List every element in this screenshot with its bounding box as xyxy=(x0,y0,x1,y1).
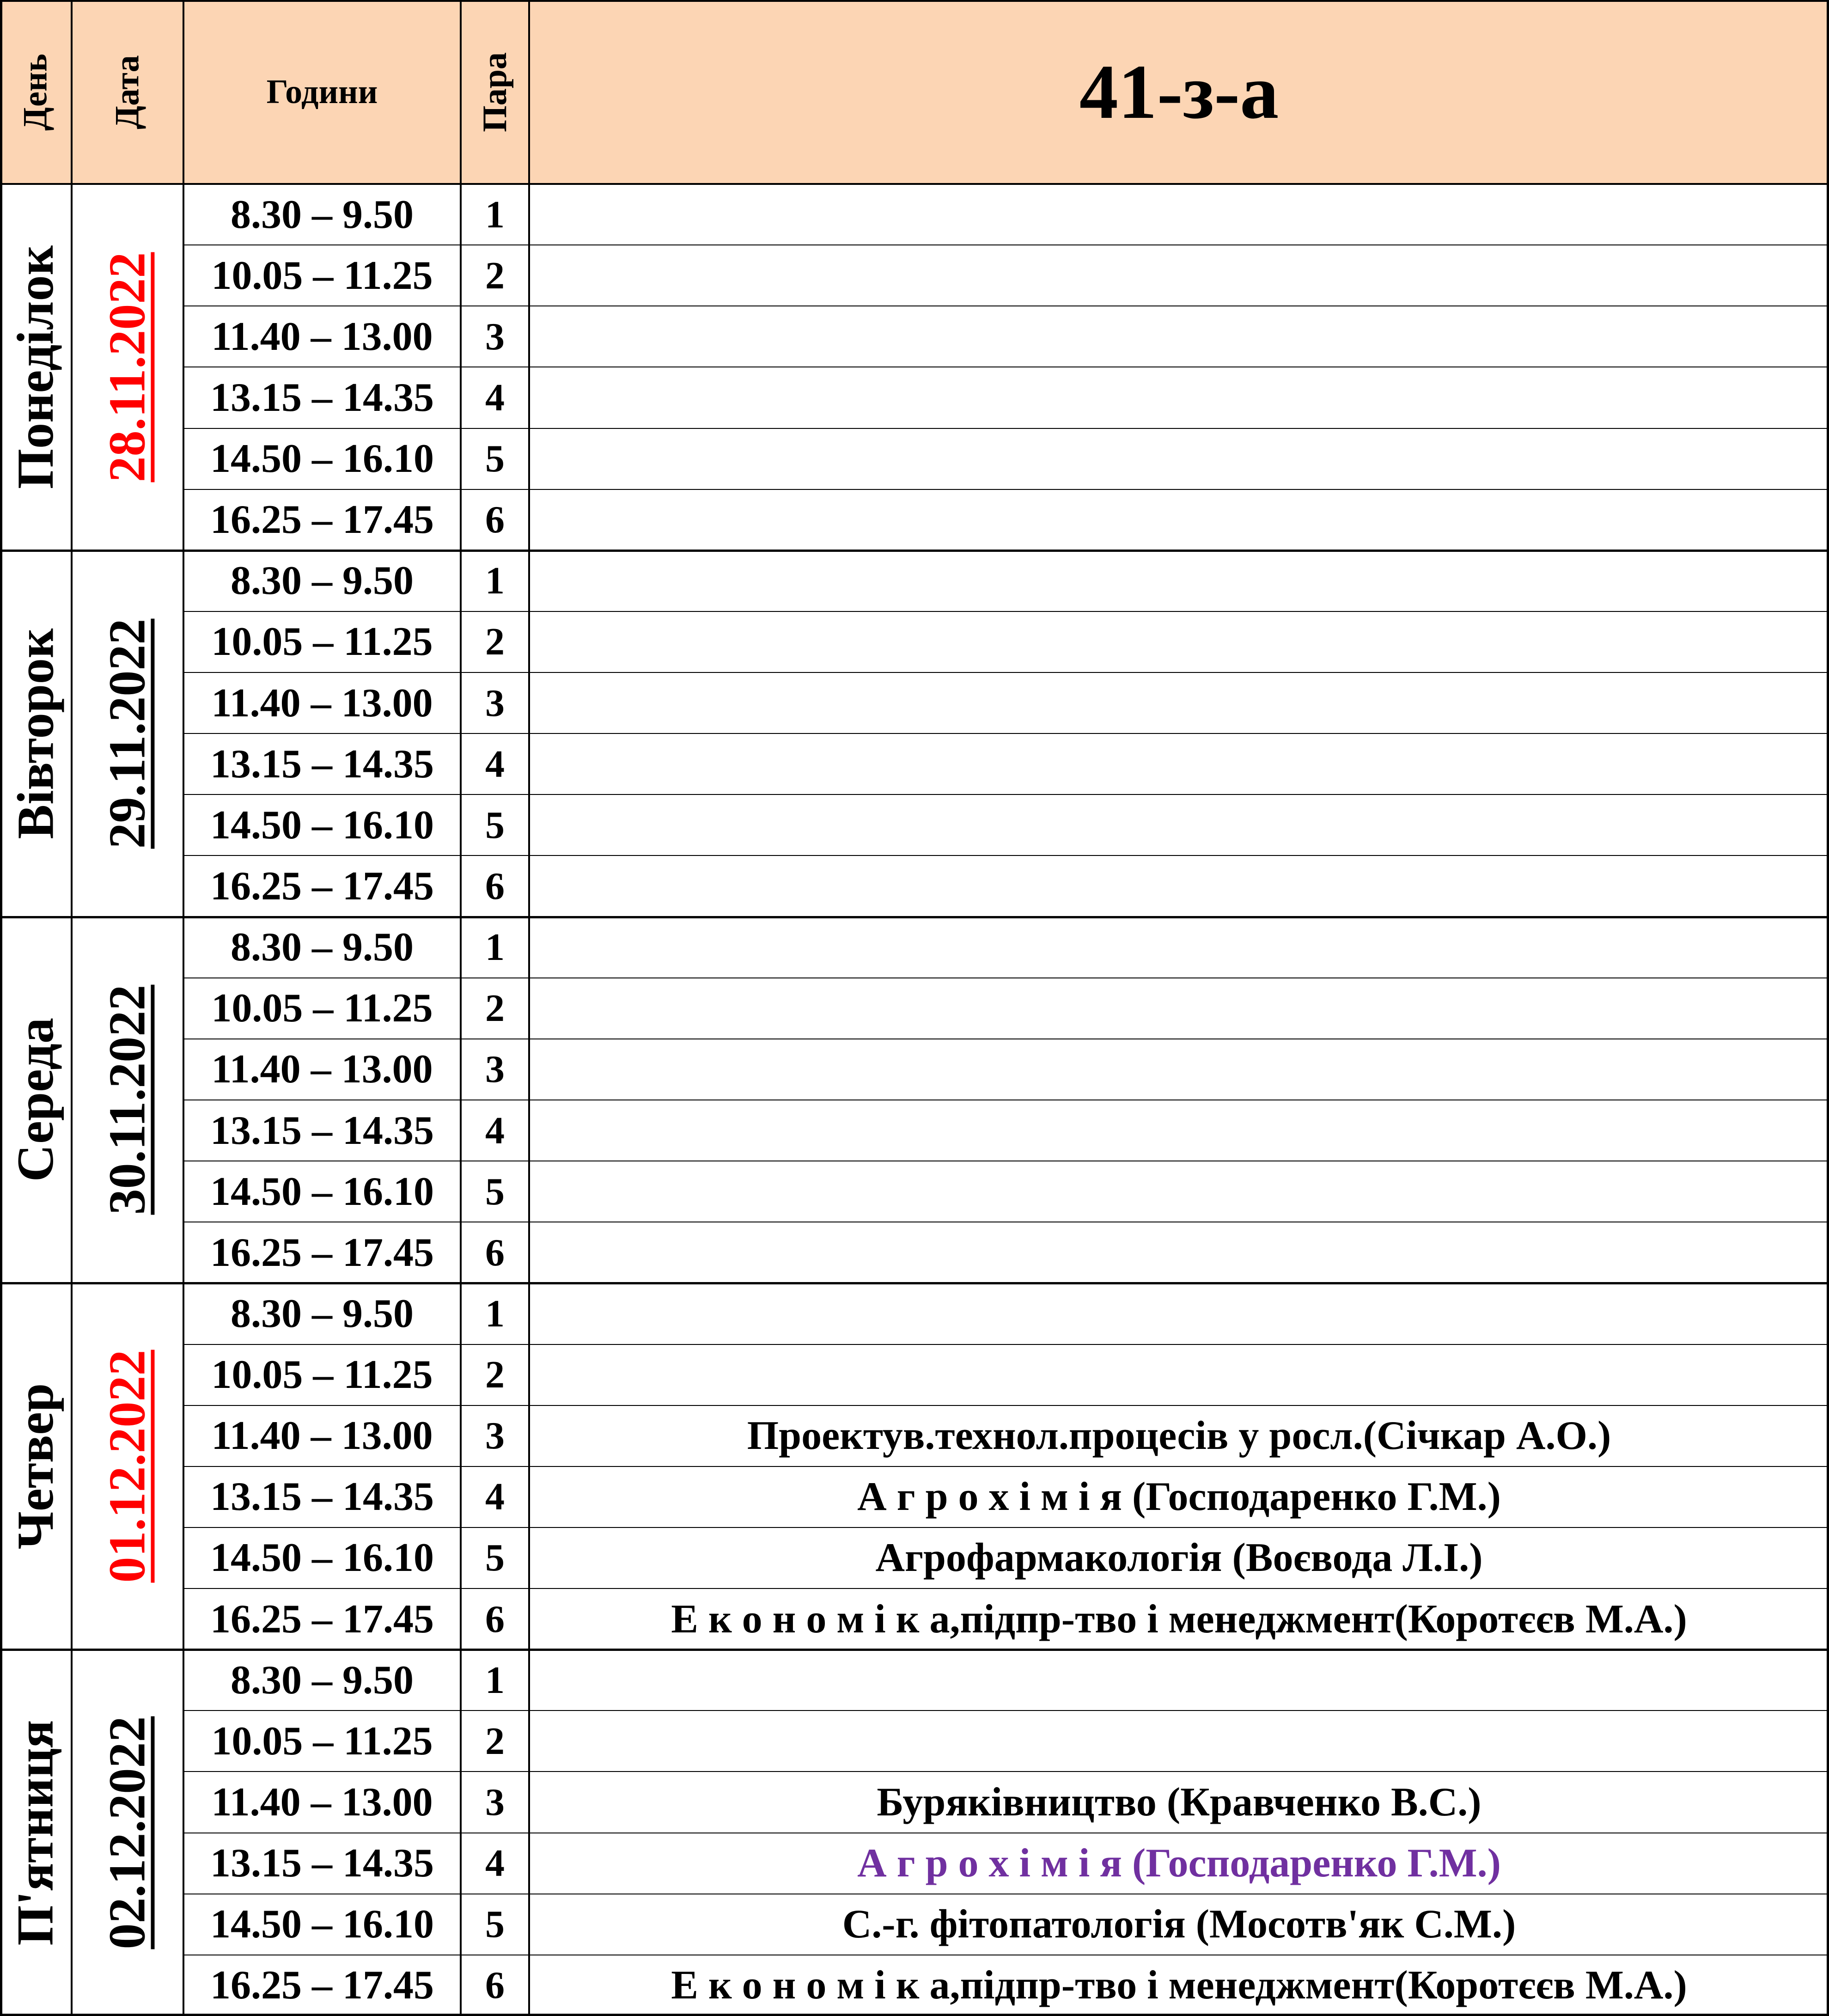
row-separator xyxy=(183,1527,1829,1528)
day-date: 30.11.2022 xyxy=(98,985,156,1215)
header-day-cell xyxy=(0,0,72,184)
day-date-cell xyxy=(72,550,183,917)
pair-number: 1 xyxy=(485,193,505,236)
subject-text: Агрофармакологія (Воєвода Л.І.) xyxy=(875,1535,1483,1581)
day-name: Понеділок xyxy=(7,245,64,489)
time-slot: 10.05 – 11.25 xyxy=(211,986,433,1031)
pair-number: 2 xyxy=(485,1719,505,1763)
subject-cell xyxy=(529,733,1829,794)
row-separator xyxy=(183,672,1829,673)
time-slot: 14.50 – 16.10 xyxy=(210,436,434,482)
day-date: 02.12.2022 xyxy=(98,1716,156,1949)
subject-cell xyxy=(529,245,1829,306)
pair-cell xyxy=(461,1405,529,1466)
col-sep-day xyxy=(71,0,73,2016)
subject-cell xyxy=(529,1955,1829,2016)
header-pair-label: Пара xyxy=(476,52,514,132)
time-slot: 10.05 – 11.25 xyxy=(211,1352,433,1398)
pair-number: 5 xyxy=(485,437,505,481)
subject-cell xyxy=(529,1772,1829,1833)
subject-cell xyxy=(529,1649,1829,1711)
pair-cell xyxy=(461,245,529,306)
pair-number: 3 xyxy=(485,1414,505,1458)
subject-cell xyxy=(529,855,1829,916)
time-cell xyxy=(183,1039,461,1100)
header-date-cell xyxy=(72,0,183,184)
time-cell xyxy=(183,1100,461,1161)
time-cell xyxy=(183,1527,461,1588)
time-cell xyxy=(183,1588,461,1649)
time-slot: 16.25 – 17.45 xyxy=(210,1596,434,1642)
pair-number: 4 xyxy=(485,742,505,786)
subject-cell xyxy=(529,1833,1829,1894)
group-title: 41-з-а xyxy=(1079,49,1279,135)
subject-cell xyxy=(529,367,1829,428)
pair-cell xyxy=(461,611,529,672)
pair-cell xyxy=(461,1527,529,1588)
pair-number: 4 xyxy=(485,1109,505,1152)
pair-cell xyxy=(461,1955,529,2016)
pair-cell xyxy=(461,978,529,1039)
pair-number: 3 xyxy=(485,1048,505,1091)
pair-number: 5 xyxy=(485,1903,505,1946)
row-separator xyxy=(183,1771,1829,1772)
row-separator xyxy=(183,1466,1829,1467)
day-name-cell xyxy=(0,184,72,550)
pair-cell xyxy=(461,1894,529,1955)
time-slot: 16.25 – 17.45 xyxy=(210,1230,434,1275)
time-cell xyxy=(183,1222,461,1283)
time-cell xyxy=(183,1161,461,1222)
time-cell xyxy=(183,367,461,428)
row-separator xyxy=(183,977,1829,978)
header-day-label: День xyxy=(17,53,55,131)
time-slot: 14.50 – 16.10 xyxy=(210,802,434,848)
time-slot: 8.30 – 9.50 xyxy=(231,1657,414,1703)
pair-number: 6 xyxy=(485,498,505,542)
time-slot: 10.05 – 11.25 xyxy=(211,1718,433,1764)
subject-cell xyxy=(529,1894,1829,1955)
pair-number: 2 xyxy=(485,987,505,1030)
subject-text: Буряківництво (Кравченко В.С.) xyxy=(877,1780,1481,1825)
time-slot: 11.40 – 13.00 xyxy=(211,1047,433,1092)
subject-text: Проектув.технол.процесів у росл.(Січкар А.О.) xyxy=(747,1413,1611,1459)
time-cell xyxy=(183,733,461,794)
pair-cell xyxy=(461,1649,529,1711)
time-slot: 14.50 – 16.10 xyxy=(210,1169,434,1214)
pair-cell xyxy=(461,794,529,855)
pair-cell xyxy=(461,1466,529,1527)
row-separator xyxy=(183,305,1829,306)
subject-cell xyxy=(529,1161,1829,1222)
day-date-cell xyxy=(72,917,183,1283)
pair-number: 1 xyxy=(485,926,505,969)
row-separator xyxy=(183,611,1829,612)
header-pair-cell xyxy=(461,0,529,184)
time-cell xyxy=(183,672,461,733)
subject-text: Е к о н о м і к а,підпр-тво і менеджмент(Коротєєв М.А.) xyxy=(671,1596,1687,1642)
subject-cell xyxy=(529,1100,1829,1161)
header-group-cell xyxy=(529,0,1829,184)
pair-cell xyxy=(461,1283,529,1344)
time-cell xyxy=(183,855,461,916)
row-separator xyxy=(183,855,1829,856)
time-slot: 11.40 – 13.00 xyxy=(211,680,433,726)
time-slot: 11.40 – 13.00 xyxy=(211,1413,433,1459)
pair-number: 2 xyxy=(485,254,505,297)
time-slot: 13.15 – 14.35 xyxy=(210,375,434,420)
time-cell xyxy=(183,1711,461,1772)
subject-cell xyxy=(529,1405,1829,1466)
pair-cell xyxy=(461,1344,529,1405)
time-cell xyxy=(183,1344,461,1405)
subject-text: А г р о х і м і я (Господаренко Г.М.) xyxy=(857,1841,1501,1886)
time-slot: 13.15 – 14.35 xyxy=(210,1841,434,1886)
pair-number: 6 xyxy=(485,865,505,908)
day-date: 29.11.2022 xyxy=(98,618,156,849)
day-name-cell xyxy=(0,917,72,1283)
pair-cell xyxy=(461,672,529,733)
day-date-cell xyxy=(72,184,183,550)
header-hours-cell xyxy=(183,0,461,184)
pair-number: 5 xyxy=(485,1536,505,1580)
subject-cell xyxy=(529,184,1829,245)
pair-cell xyxy=(461,1039,529,1100)
day-name: Середа xyxy=(7,1018,65,1182)
time-slot: 16.25 – 17.45 xyxy=(210,864,434,909)
pair-cell xyxy=(461,1100,529,1161)
time-slot: 8.30 – 9.50 xyxy=(231,192,414,237)
time-cell xyxy=(183,1283,461,1344)
subject-text: А г р о х і м і я (Господаренко Г.М.) xyxy=(857,1474,1501,1520)
time-slot: 16.25 – 17.45 xyxy=(210,497,434,543)
time-slot: 16.25 – 17.45 xyxy=(210,1963,434,2008)
day-date: 01.12.2022 xyxy=(98,1350,156,1583)
row-separator xyxy=(183,794,1829,795)
row-separator xyxy=(183,733,1829,734)
time-cell xyxy=(183,1649,461,1711)
subject-cell xyxy=(529,1527,1829,1588)
subject-cell xyxy=(529,1588,1829,1649)
subject-cell xyxy=(529,1222,1829,1283)
subject-cell xyxy=(529,489,1829,550)
frame-right xyxy=(1827,0,1829,2016)
subject-cell xyxy=(529,1344,1829,1405)
pair-number: 6 xyxy=(485,1231,505,1274)
pair-cell xyxy=(461,1222,529,1283)
row-separator xyxy=(183,1588,1829,1589)
header-hours-label: Години xyxy=(266,73,378,111)
pair-number: 6 xyxy=(485,1597,505,1641)
subject-cell xyxy=(529,1039,1829,1100)
subject-cell xyxy=(529,794,1829,855)
time-cell xyxy=(183,184,461,245)
pair-number: 3 xyxy=(485,315,505,358)
col-sep-hours xyxy=(460,0,462,2016)
pair-cell xyxy=(461,306,529,367)
pair-cell xyxy=(461,1772,529,1833)
row-separator xyxy=(183,1405,1829,1406)
time-cell xyxy=(183,306,461,367)
time-cell xyxy=(183,550,461,611)
time-slot: 14.50 – 16.10 xyxy=(210,1535,434,1581)
subject-cell xyxy=(529,306,1829,367)
time-slot: 13.15 – 14.35 xyxy=(210,741,434,787)
pair-cell xyxy=(461,489,529,550)
time-slot: 8.30 – 9.50 xyxy=(231,1291,414,1336)
day-name-cell xyxy=(0,1649,72,2016)
pair-cell xyxy=(461,855,529,916)
pair-cell xyxy=(461,1161,529,1222)
subject-cell xyxy=(529,1466,1829,1527)
day-name: Четвер xyxy=(7,1383,64,1550)
time-slot: 8.30 – 9.50 xyxy=(231,925,414,970)
time-cell xyxy=(183,428,461,489)
pair-number: 5 xyxy=(485,803,505,847)
time-slot: 8.30 – 9.50 xyxy=(231,558,414,604)
pair-cell xyxy=(461,1588,529,1649)
pair-number: 6 xyxy=(485,1964,505,2007)
frame-top xyxy=(0,0,1829,2)
day-name-cell xyxy=(0,1283,72,1649)
row-separator xyxy=(183,1344,1829,1345)
header-bottom xyxy=(0,183,1829,185)
pair-cell xyxy=(461,1833,529,1894)
subject-cell xyxy=(529,978,1829,1039)
time-cell xyxy=(183,1466,461,1527)
pair-number: 1 xyxy=(485,559,505,603)
row-separator xyxy=(183,244,1829,245)
pair-cell xyxy=(461,184,529,245)
pair-number: 4 xyxy=(485,1475,505,1519)
time-cell xyxy=(183,1833,461,1894)
day-name: Вівторок xyxy=(7,628,64,839)
time-cell xyxy=(183,794,461,855)
pair-number: 1 xyxy=(485,1658,505,1702)
time-slot: 10.05 – 11.25 xyxy=(211,253,433,298)
subject-cell xyxy=(529,917,1829,978)
pair-cell xyxy=(461,1711,529,1772)
time-cell xyxy=(183,917,461,978)
row-separator xyxy=(183,428,1829,429)
time-cell xyxy=(183,611,461,672)
subject-text: С.-г. фітопатологія (Мосотв'як С.М.) xyxy=(842,1902,1516,1947)
day-date-cell xyxy=(72,1283,183,1649)
time-slot: 11.40 – 13.00 xyxy=(211,1780,433,1825)
pair-number: 2 xyxy=(485,1353,505,1397)
day-separator xyxy=(0,916,1829,918)
frame-left xyxy=(0,0,2,2016)
subject-cell xyxy=(529,672,1829,733)
day-date-cell xyxy=(72,1649,183,2016)
time-cell xyxy=(183,978,461,1039)
col-sep-date xyxy=(183,0,184,2016)
pair-cell xyxy=(461,550,529,611)
pair-cell xyxy=(461,367,529,428)
subject-cell xyxy=(529,611,1829,672)
row-separator xyxy=(183,1710,1829,1711)
pair-number: 4 xyxy=(485,376,505,419)
time-slot: 13.15 – 14.35 xyxy=(210,1474,434,1520)
pair-number: 3 xyxy=(485,1781,505,1824)
time-cell xyxy=(183,489,461,550)
time-slot: 13.15 – 14.35 xyxy=(210,1108,434,1153)
time-cell xyxy=(183,1405,461,1466)
subject-cell xyxy=(529,1283,1829,1344)
pair-cell xyxy=(461,733,529,794)
pair-number: 2 xyxy=(485,620,505,664)
day-date: 28.11.2022 xyxy=(98,252,156,483)
day-separator xyxy=(0,1649,1829,1651)
subject-cell xyxy=(529,428,1829,489)
time-slot: 11.40 – 13.00 xyxy=(211,314,433,359)
time-cell xyxy=(183,245,461,306)
frame-bottom xyxy=(0,2014,1829,2016)
pair-number: 4 xyxy=(485,1842,505,1885)
day-separator xyxy=(0,1282,1829,1284)
time-slot: 10.05 – 11.25 xyxy=(211,619,433,665)
day-name-cell xyxy=(0,550,72,917)
row-separator xyxy=(183,489,1829,490)
pair-number: 3 xyxy=(485,681,505,725)
subject-cell xyxy=(529,1711,1829,1772)
pair-cell xyxy=(461,917,529,978)
time-cell xyxy=(183,1894,461,1955)
subject-cell xyxy=(529,550,1829,611)
col-sep-pair xyxy=(528,0,530,2016)
day-separator xyxy=(0,550,1829,552)
time-cell xyxy=(183,1955,461,2016)
pair-number: 1 xyxy=(485,1292,505,1335)
subject-text: Е к о н о м і к а,підпр-тво і менеджмент(Коротєєв М.А.) xyxy=(671,1963,1687,2008)
day-name: П'ятниця xyxy=(7,1720,64,1946)
time-cell xyxy=(183,1772,461,1833)
pair-cell xyxy=(461,428,529,489)
header-date-label: Дата xyxy=(108,55,146,129)
time-slot: 14.50 – 16.10 xyxy=(210,1902,434,1947)
pair-number: 5 xyxy=(485,1170,505,1213)
